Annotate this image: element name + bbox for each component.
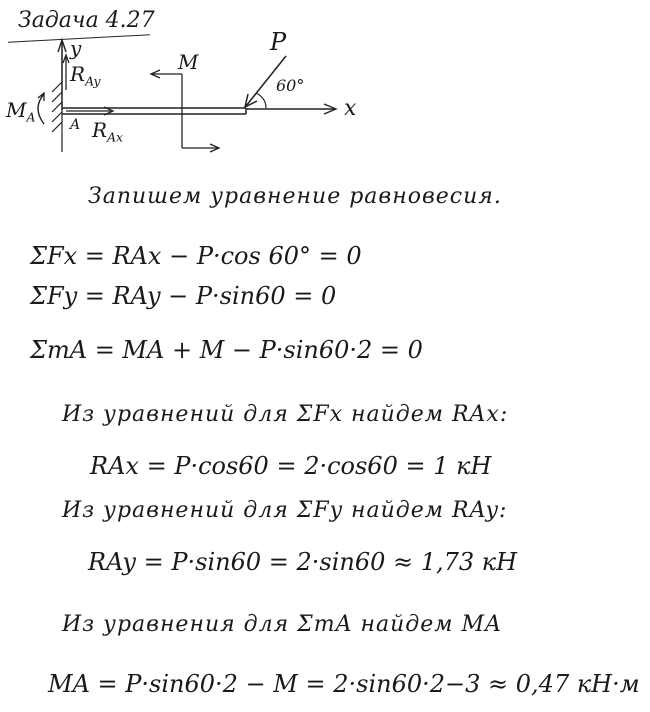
step3-text: Из уравнения для ΣmA найдем MA bbox=[62, 612, 502, 637]
equation-sum-fx: ΣFx = RAx − P·cos 60° = 0 bbox=[30, 242, 362, 270]
angle-label: 60° bbox=[276, 76, 305, 95]
x-axis-label: x bbox=[344, 96, 357, 121]
intro-text: Запишем уравнение равновесия. bbox=[88, 184, 502, 209]
step1-result: RAx = P·cos60 = 2·cos60 = 1 кН bbox=[90, 452, 492, 480]
step3-result: MA = P·sin60·2 − M = 2·sin60·2−3 ≈ 0,47 кН·м bbox=[48, 670, 640, 698]
problem-title: Задача 4.27 bbox=[18, 8, 155, 33]
equation-sum-moment: ΣmA = MA + M − P·sin60·2 = 0 bbox=[30, 336, 423, 364]
step2-result: RAy = P·sin60 = 2·sin60 ≈ 1,73 кН bbox=[88, 548, 518, 576]
couple-m-label: M bbox=[178, 50, 199, 74]
step1-text: Из уравнений для ΣFx найдем RAx: bbox=[62, 402, 509, 427]
point-a-label: A bbox=[70, 117, 81, 133]
angle-arc bbox=[256, 93, 266, 108]
ray-label: $R_{Ay}$ bbox=[70, 62, 101, 89]
equation-sum-fy: ΣFy = RAy − P·sin60 = 0 bbox=[30, 282, 337, 310]
step2-text: Из уравнений для ΣFy найдем RAy: bbox=[62, 498, 508, 523]
couple-m bbox=[151, 70, 219, 152]
ma-label: $M_A$ bbox=[6, 98, 36, 125]
force-p-label: P bbox=[270, 28, 287, 56]
wall-support bbox=[52, 44, 62, 152]
y-axis-label: y bbox=[70, 36, 82, 60]
ma-moment-arrow bbox=[38, 94, 44, 124]
rax-label: $R_{Ax}$ bbox=[92, 118, 123, 145]
